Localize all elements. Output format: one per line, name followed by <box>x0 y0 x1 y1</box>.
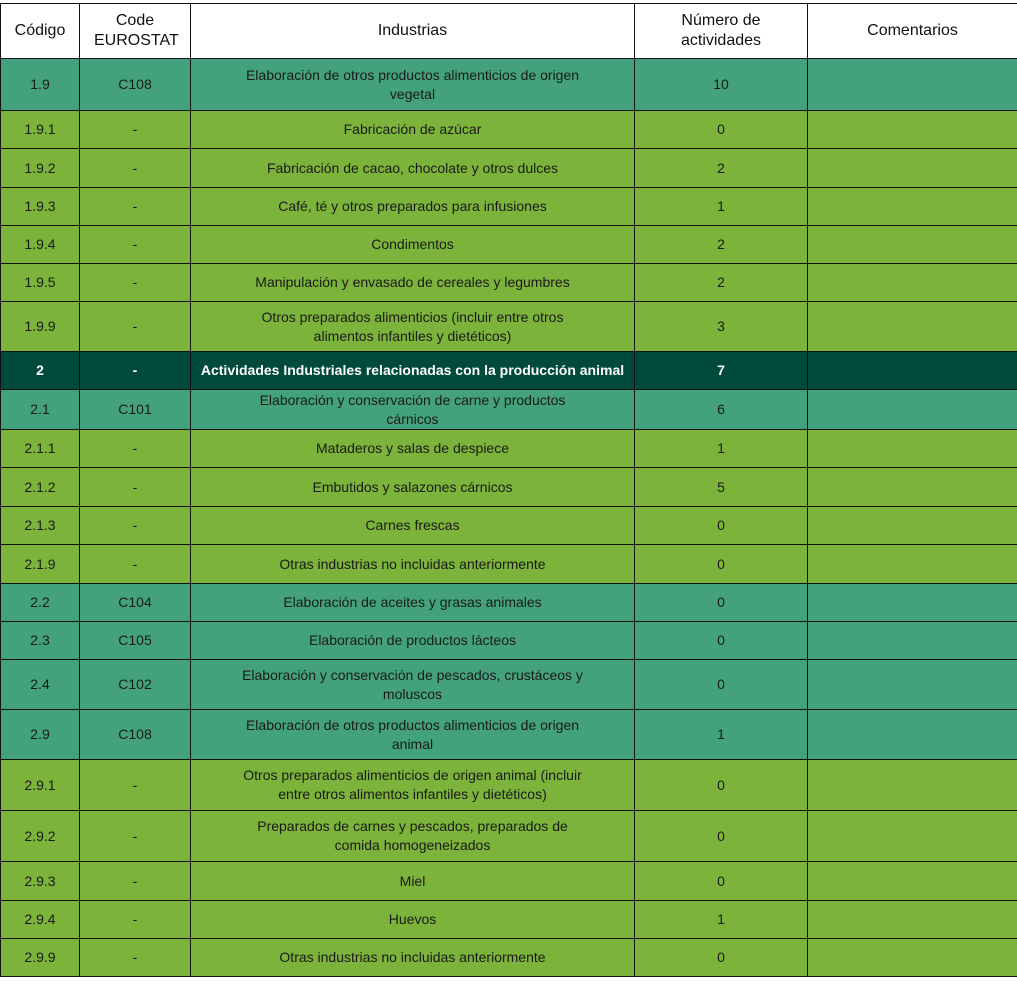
table-row <box>1 545 1017 584</box>
cell-eurostat: C108 <box>80 710 191 760</box>
table-row <box>1 507 1017 545</box>
cell-industria: Elaboración y conservación de carne y productos cárnicos <box>191 390 635 430</box>
cell-eurostat: C105 <box>80 622 191 660</box>
header-industrias: Industrias <box>191 4 635 59</box>
table-row <box>1 901 1017 939</box>
cell-industria: Elaboración de otros productos alimenticios de origen vegetal <box>191 59 635 111</box>
cell-numero: 0 <box>635 811 808 862</box>
header-comentarios: Comentarios <box>808 4 1017 59</box>
cell-industria: Huevos <box>191 901 635 939</box>
cell-comentarios <box>808 111 1017 149</box>
cell-eurostat: C101 <box>80 390 191 430</box>
cell-numero: 2 <box>635 226 808 264</box>
table-row <box>1 468 1017 507</box>
table-row <box>1 59 1017 111</box>
cell-codigo: 2.3 <box>1 622 80 660</box>
industries-table <box>0 3 1017 977</box>
cell-eurostat: - <box>80 811 191 862</box>
cell-numero: 0 <box>635 111 808 149</box>
table-row <box>1 226 1017 264</box>
cell-numero: 6 <box>635 390 808 430</box>
table-row <box>1 352 1017 390</box>
cell-comentarios <box>808 149 1017 188</box>
cell-eurostat: - <box>80 430 191 468</box>
cell-numero: 2 <box>635 264 808 302</box>
cell-eurostat: - <box>80 352 191 390</box>
cell-numero: 0 <box>635 760 808 811</box>
header-row <box>1 4 1017 59</box>
cell-numero: 0 <box>635 660 808 710</box>
cell-comentarios <box>808 468 1017 507</box>
cell-industria: Preparados de carnes y pescados, preparados de comida homogeneizados <box>191 811 635 862</box>
table-row <box>1 264 1017 302</box>
cell-codigo: 2.9.9 <box>1 939 80 977</box>
cell-comentarios <box>808 584 1017 622</box>
cell-comentarios <box>808 507 1017 545</box>
cell-comentarios <box>808 226 1017 264</box>
cell-industria: Condimentos <box>191 226 635 264</box>
cell-codigo: 1.9 <box>1 59 80 111</box>
cell-eurostat: - <box>80 226 191 264</box>
cell-industria: Carnes frescas <box>191 507 635 545</box>
cell-codigo: 2.9.3 <box>1 862 80 901</box>
cell-comentarios <box>808 760 1017 811</box>
cell-eurostat: - <box>80 901 191 939</box>
cell-codigo: 1.9.3 <box>1 188 80 226</box>
cell-codigo: 1.9.9 <box>1 302 80 352</box>
cell-comentarios <box>808 302 1017 352</box>
cell-comentarios <box>808 545 1017 584</box>
table-row <box>1 939 1017 977</box>
cell-numero: 2 <box>635 149 808 188</box>
cell-industria: Embutidos y salazones cárnicos <box>191 468 635 507</box>
cell-eurostat: - <box>80 862 191 901</box>
cell-comentarios <box>808 660 1017 710</box>
cell-numero: 0 <box>635 584 808 622</box>
table-row <box>1 584 1017 622</box>
cell-comentarios <box>808 862 1017 901</box>
cell-numero: 1 <box>635 188 808 226</box>
cell-industria: Fabricación de azúcar <box>191 111 635 149</box>
cell-numero: 1 <box>635 901 808 939</box>
header-eurostat: Code EUROSTAT <box>80 4 191 59</box>
header-codigo: Código <box>1 4 80 59</box>
table-row <box>1 660 1017 710</box>
table-row <box>1 760 1017 811</box>
cell-eurostat: C108 <box>80 59 191 111</box>
table-row <box>1 862 1017 901</box>
cell-codigo: 2.1.1 <box>1 430 80 468</box>
cell-industria: Elaboración de aceites y grasas animales <box>191 584 635 622</box>
cell-comentarios <box>808 622 1017 660</box>
cell-numero: 0 <box>635 622 808 660</box>
cell-eurostat: - <box>80 507 191 545</box>
cell-codigo: 2.1.3 <box>1 507 80 545</box>
cell-eurostat: C104 <box>80 584 191 622</box>
cell-numero: 0 <box>635 939 808 977</box>
cell-eurostat: C102 <box>80 660 191 710</box>
cell-industria: Fabricación de cacao, chocolate y otros dulces <box>191 149 635 188</box>
cell-industria: Elaboración y conservación de pescados, crustáceos y moluscos <box>191 660 635 710</box>
table-row <box>1 430 1017 468</box>
cell-eurostat: - <box>80 760 191 811</box>
cell-numero: 0 <box>635 507 808 545</box>
cell-comentarios <box>808 939 1017 977</box>
cell-industria: Café, té y otros preparados para infusiones <box>191 188 635 226</box>
cell-industria: Miel <box>191 862 635 901</box>
table-row <box>1 710 1017 760</box>
cell-numero: 5 <box>635 468 808 507</box>
cell-industria: Otros preparados alimenticios (incluir entre otros alimentos infantiles y dietéticos) <box>191 302 635 352</box>
cell-comentarios <box>808 188 1017 226</box>
cell-eurostat: - <box>80 939 191 977</box>
cell-industria: Otras industrias no incluidas anteriormente <box>191 545 635 584</box>
cell-codigo: 1.9.4 <box>1 226 80 264</box>
cell-codigo: 2.1.9 <box>1 545 80 584</box>
cell-eurostat: - <box>80 149 191 188</box>
cell-industria: Manipulación y envasado de cereales y legumbres <box>191 264 635 302</box>
cell-industria: Actividades Industriales relacionadas con la producción animal <box>191 352 635 390</box>
cell-numero: 0 <box>635 545 808 584</box>
cell-industria: Mataderos y salas de despiece <box>191 430 635 468</box>
table-row <box>1 149 1017 188</box>
cell-codigo: 2.9.4 <box>1 901 80 939</box>
cell-industria: Otras industrias no incluidas anteriormente <box>191 939 635 977</box>
header-numero: Número de actividades <box>635 4 808 59</box>
cell-comentarios <box>808 264 1017 302</box>
cell-numero: 1 <box>635 710 808 760</box>
cell-eurostat: - <box>80 188 191 226</box>
cell-codigo: 2.9.1 <box>1 760 80 811</box>
table-row <box>1 111 1017 149</box>
cell-codigo: 2.9.2 <box>1 811 80 862</box>
cell-codigo: 1.9.1 <box>1 111 80 149</box>
cell-codigo: 2.1.2 <box>1 468 80 507</box>
cell-industria: Otros preparados alimenticios de origen animal (incluir entre otros alimentos infantiles y dietéticos) <box>191 760 635 811</box>
cell-industria: Elaboración de otros productos alimenticios de origen animal <box>191 710 635 760</box>
cell-comentarios <box>808 811 1017 862</box>
cell-codigo: 2.1 <box>1 390 80 430</box>
cell-eurostat: - <box>80 264 191 302</box>
cell-comentarios <box>808 390 1017 430</box>
cell-codigo: 2.4 <box>1 660 80 710</box>
cell-codigo: 2.2 <box>1 584 80 622</box>
cell-numero: 10 <box>635 59 808 111</box>
cell-comentarios <box>808 710 1017 760</box>
cell-comentarios <box>808 430 1017 468</box>
table-row <box>1 622 1017 660</box>
cell-eurostat: - <box>80 302 191 352</box>
table-row <box>1 811 1017 862</box>
table-row <box>1 302 1017 352</box>
table-row <box>1 188 1017 226</box>
cell-numero: 3 <box>635 302 808 352</box>
cell-codigo: 1.9.5 <box>1 264 80 302</box>
cell-numero: 1 <box>635 430 808 468</box>
cell-eurostat: - <box>80 545 191 584</box>
table-row <box>1 390 1017 430</box>
cell-eurostat: - <box>80 111 191 149</box>
cell-codigo: 2.9 <box>1 710 80 760</box>
cell-eurostat: - <box>80 468 191 507</box>
cell-numero: 0 <box>635 862 808 901</box>
cell-numero: 7 <box>635 352 808 390</box>
cell-industria: Elaboración de productos lácteos <box>191 622 635 660</box>
cell-comentarios <box>808 352 1017 390</box>
cell-comentarios <box>808 901 1017 939</box>
cell-comentarios <box>808 59 1017 111</box>
cell-codigo: 1.9.2 <box>1 149 80 188</box>
cell-codigo: 2 <box>1 352 80 390</box>
